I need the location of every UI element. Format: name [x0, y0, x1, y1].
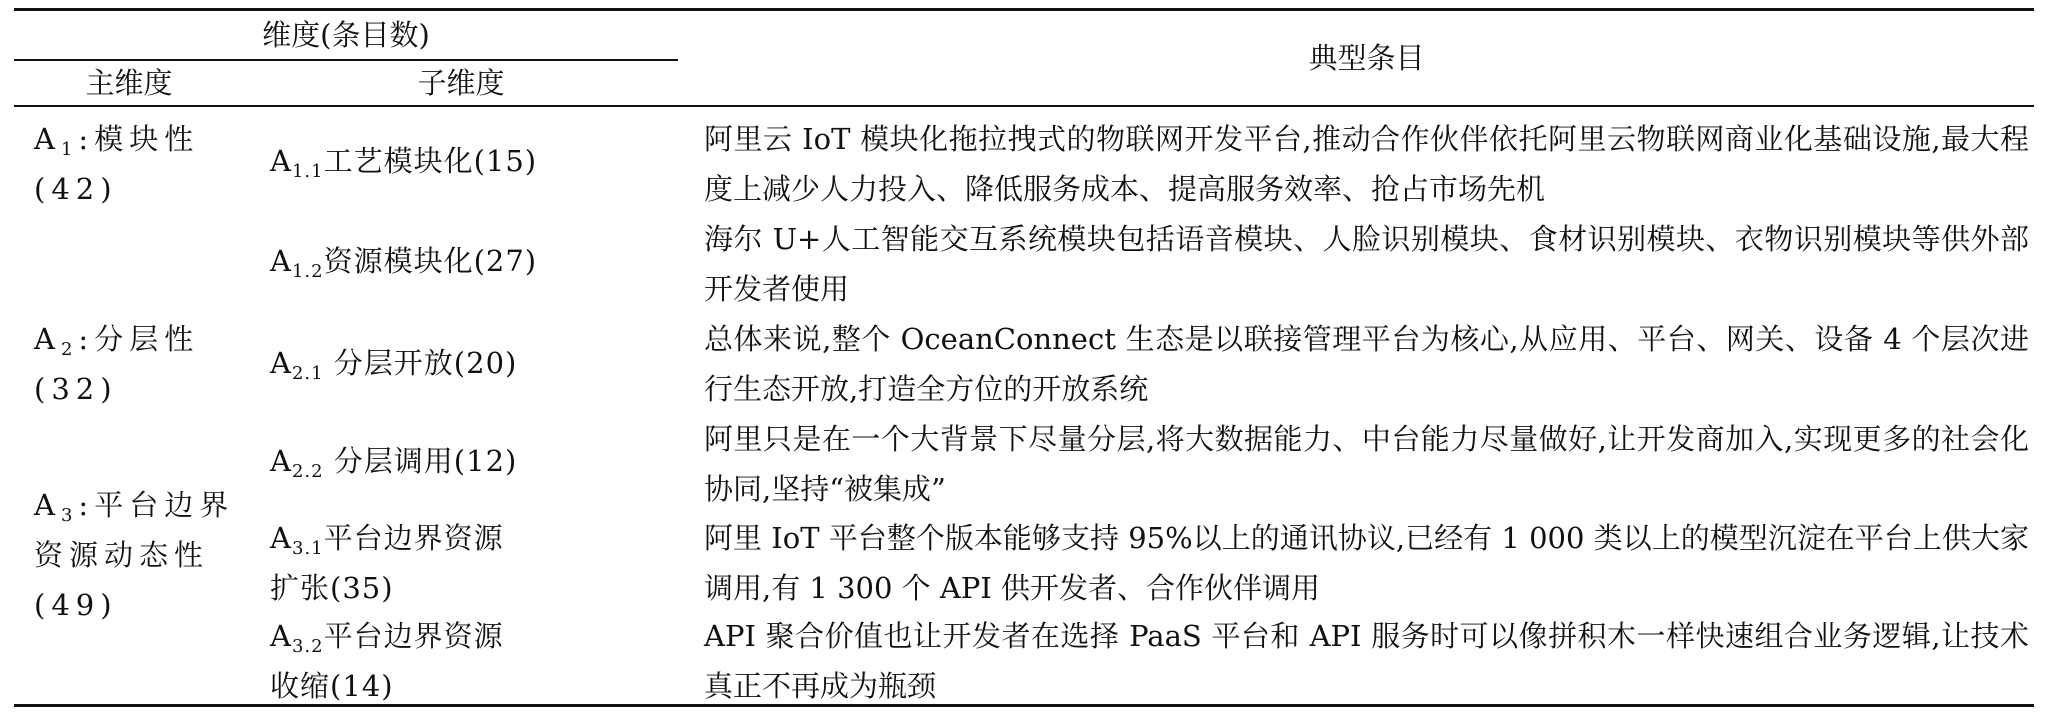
- header-typical-items: 典型条目: [1308, 41, 1425, 75]
- sub-dimension-a22: $A_{2.2}$ 分层调用(12): [270, 444, 518, 482]
- main-dimension-a1: $A_1$:模块性 (42): [34, 122, 200, 206]
- header-group-label: 维度(条目数): [262, 18, 430, 52]
- header-sub-dimension: 子维度: [417, 66, 505, 100]
- main-dimension-a3: $A_3$:平台边界 资源动态性 (49): [34, 488, 235, 622]
- example-a22: 阿里只是在一个大背景下尽量分层,将大数据能力、中台能力尽量做好,让开发商加入,实现更多的社会化协同,坚持“被集成”: [704, 422, 2029, 506]
- example-a32: API 聚合价值也让开发者在选择 PaaS 平台和 API 服务时可以像拼积木一样快速组合业务逻辑,让技术真正不再成为瓶颈: [704, 619, 2029, 703]
- main-dimension-a2: $A_2$:分层性 (32): [34, 322, 200, 406]
- sub-dimension-a11: $A_{1.1}$工艺模块化(15): [270, 144, 538, 182]
- sub-dimension-a21: $A_{2.1}$ 分层开放(20): [270, 346, 518, 384]
- sub-dimension-a31: $A_{3.1}$平台边界资源 扩张(35): [270, 521, 504, 605]
- sub-dimension-a12: $A_{1.2}$资源模块化(27): [270, 244, 538, 282]
- example-a31: 阿里 IoT 平台整个版本能够支持 95%以上的通讯协议,已经有 1 000 类以上的模型沉淀在平台上供大家调用,有 1 300 个 API 供开发者、合作伙伴调用: [704, 521, 2029, 605]
- sub-dimension-a32: $A_{3.2}$平台边界资源 收缩(14): [270, 619, 504, 703]
- dimension-table: [14, 8, 2034, 708]
- example-a21: 总体来说,整个 OceanConnect 生态是以联接管理平台为核心,从应用、平台、网关、设备 4 个层次进行生态开放,打造全方位的开放系统: [704, 322, 2029, 406]
- header-main-dimension: 主维度: [85, 66, 173, 100]
- example-a12: 海尔 U+人工智能交互系统模块包括语音模块、人脸识别模块、食材识别模块、衣物识别模块等供外部开发者使用: [704, 222, 2029, 306]
- example-a11: 阿里云 IoT 模块化拖拉拽式的物联网开发平台,推动合作伙伴依托阿里云物联网商业化基础设施,最大程度上减少人力投入、降低服务成本、提高服务效率、抢占市场先机: [704, 122, 2029, 206]
